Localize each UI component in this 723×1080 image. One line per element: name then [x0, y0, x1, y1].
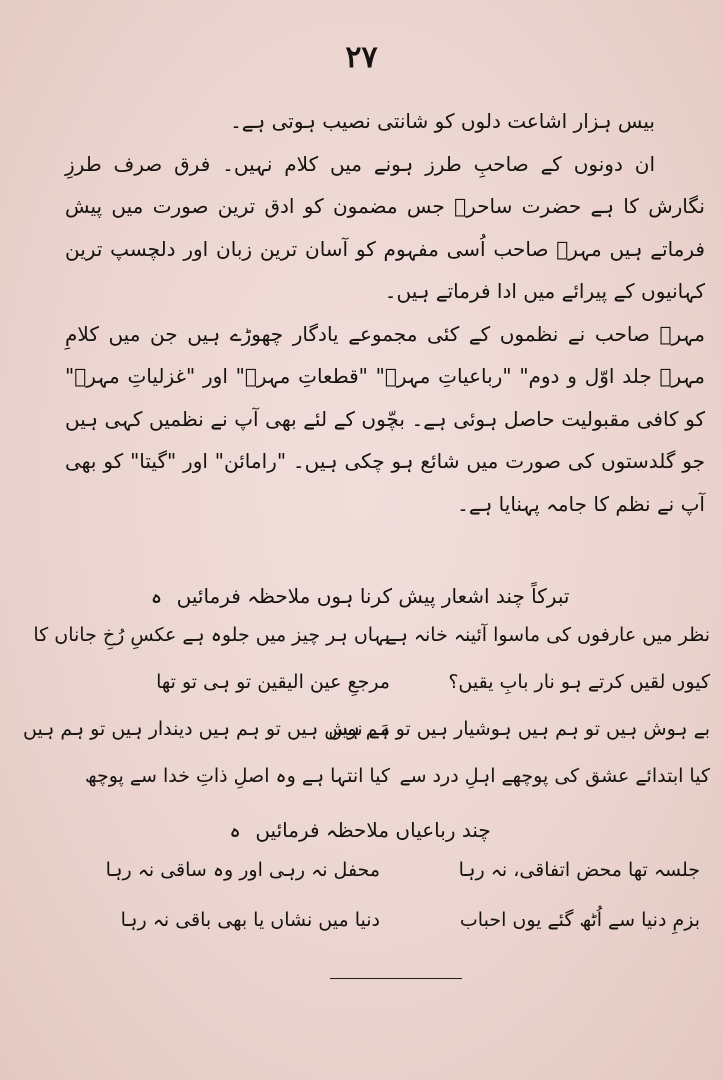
paragraph: بیس ہزار اشاعت دلوں کو شانتی نصیب ہوتی ہے۔	[230, 109, 655, 133]
paragraph: ان دونوں کے صاحبِ طرز ہونے میں کلام نہیں۔ فرق صرف طرزِ نگارش کا ہے حضرت ساحرؔ جس مضمون کو ادق ترین صورت میں پیش فرماتے ہیں مہرؔ صاحب اُسی مفہوم کو آسان ترین زبان اور دلچسپ ترین کہانیوں کے پیرائے میں ادا فرماتے ہیں۔	[65, 151, 705, 303]
couplets-block	[23, 615, 710, 803]
rubai-intro	[40, 812, 680, 848]
couplet	[84, 756, 710, 803]
rubai-intro-mark: ہ	[229, 818, 241, 842]
misra-first: بے ہوش ہیں تو ہم ہیں ہوشیار ہیں تو ہم ہیں	[328, 718, 710, 740]
couplets-intro-text: تبرکاً چند اشعار پیش کرنا ہوں ملاحظہ فرمائیں	[176, 584, 570, 608]
rubai-block	[100, 850, 700, 950]
rubai-line	[100, 850, 700, 900]
misra-second: کیا انتہا ہے وہ اصلِ ذاتِ خدا سے پوچھ	[84, 765, 390, 787]
misra-first: کیوں لقیں کرتے ہو نار بابِ یقیں؟	[448, 671, 710, 693]
misra-first: جلسہ تھا محض اتفاقی، نہ رہا	[458, 859, 700, 881]
couplet	[33, 615, 710, 662]
rubai-line	[100, 900, 700, 950]
rubai-intro-text: چند رباعیاں ملاحظہ فرمائیں	[255, 818, 491, 842]
couplet	[23, 709, 710, 756]
couplets-intro-mark: ہ	[150, 584, 163, 608]
closing-rule	[330, 978, 462, 979]
misra-second: محفل نہ رہی اور وہ ساقی نہ رہا	[105, 859, 380, 881]
prose-body	[65, 100, 705, 525]
misra-second: یہاں ہر چیز میں جلوہ ہے عکسِ رُخِ جاناں کا	[33, 624, 390, 646]
misra-first: کیا ابتدائے عشق کی پوچھے اہلِ درد سے	[399, 765, 710, 787]
misra-first: بزمِ دنیا سے اُٹھ گئے یوں احباب	[459, 909, 700, 931]
misra-second: مرجعِ عین الیقین تو ہی تو تھا	[156, 671, 390, 693]
couplet	[90, 662, 710, 709]
misra-first: نظر میں عارفوں کی ماسوا آئینہ خانہ ہے	[385, 624, 710, 646]
misra-second: دنیا میں نشاں یا بھی باقی نہ رہا	[120, 909, 380, 931]
page-number: ۲۷	[345, 40, 378, 75]
paragraph: مہرؔ صاحب نے نظموں کے کئی مجموعے یادگار چھوڑے ہیں جن میں کلامِ مہرؔ جلد اوّل و دوم" "رباعیاتِ مہرؔ" "قطعاتِ مہرؔ" اور "غزلیاتِ مہرؔ" کو کافی مقبولیت حاصل ہوئی ہے۔ بچّوں کے لئے بھی آپ نے نظمیں کہی ہیں جو گلدستوں کی صورت میں شائع ہو چکی ہیں۔ "رامائن" اور "گیتا" کو بھی آپ نے نظم کا جامہ پہنایا ہے۔	[65, 321, 705, 516]
misra-second: مَے نوش ہیں تو ہم ہیں دیندار ہیں تو ہم ہیں	[23, 718, 390, 740]
couplets-intro	[40, 578, 680, 614]
